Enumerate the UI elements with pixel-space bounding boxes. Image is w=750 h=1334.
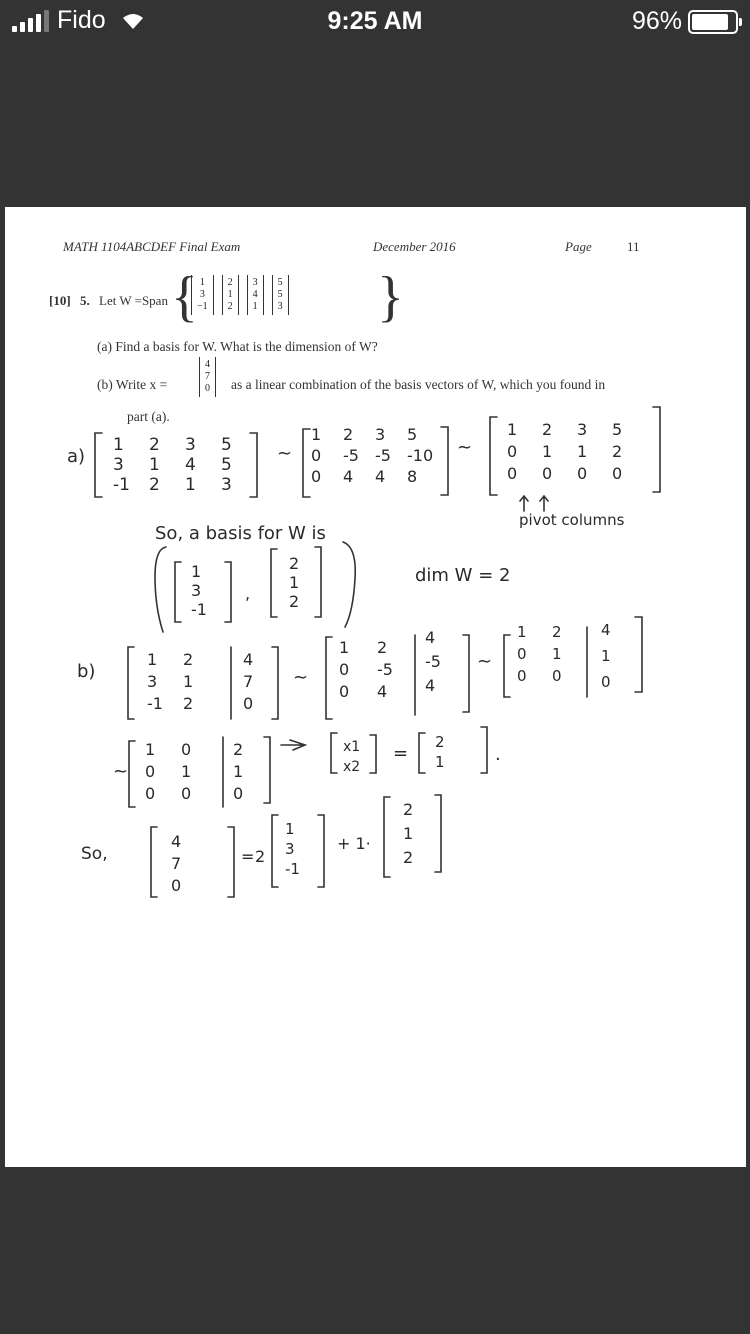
basis-vector-2-entry: 2: [289, 592, 300, 611]
matrix-a1-entry: -1: [113, 475, 130, 495]
course-title: MATH 1104ABCDEF Final Exam: [63, 239, 241, 254]
dimension-statement: dim W = 2: [415, 565, 511, 586]
matrix-a2-entry: 3: [375, 425, 386, 444]
matrix-a1-entry: 5: [221, 435, 232, 455]
augmented-matrix-1-rhs-entry: 7: [243, 672, 254, 691]
question-number: 5.: [80, 293, 90, 308]
final-basis-vector-2-entry: 1: [403, 824, 414, 843]
matrix-a3-entry: 0: [507, 442, 518, 461]
final-basis-vector-1-entry: -1: [285, 860, 300, 878]
span-vector-2: 2 1 2: [222, 275, 239, 315]
augmented-matrix-3-entry: 1: [517, 623, 527, 641]
final-basis-vector-2-entry: 2: [403, 800, 414, 819]
final-basis-vector-1-entry: 3: [285, 840, 295, 858]
matrix-a1-entry: 3: [221, 475, 232, 495]
final-basis-vector-1-entry: 1: [285, 820, 295, 838]
augmented-matrix-1-entry: 2: [183, 694, 194, 713]
matrix-a3-entry: 1: [542, 442, 553, 461]
matrix-a3-entry: 1: [577, 442, 588, 461]
augmented-matrix-3-rhs-entry: 1: [601, 647, 611, 665]
augmented-matrix-4-rhs-entry: 1: [233, 762, 244, 781]
augmented-matrix-4-entry: 0: [145, 762, 156, 781]
augmented-matrix-2-entry: 0: [339, 682, 350, 701]
matrix-a1-entry: 2: [149, 435, 160, 455]
unknowns-vector-entry: x2: [343, 759, 361, 775]
augmented-matrix-4-rhs-entry: 2: [233, 740, 244, 759]
basis-vector-1-entry: 1: [191, 562, 202, 581]
augmented-matrix-2-rhs-entry: 4: [425, 676, 436, 695]
matrix-a1-entry: 1: [149, 455, 160, 475]
augmented-matrix-3-entry: 0: [517, 667, 527, 685]
matrix-a3-entry: 0: [612, 464, 623, 483]
augmented-matrix-3-entry: 0: [552, 667, 562, 685]
augmented-matrix-3-entry: 1: [552, 645, 562, 663]
part-b-tail: part (a).: [127, 409, 170, 424]
solution-vector-entry: 1: [435, 753, 445, 771]
basis-vector-1-entry: -1: [191, 600, 207, 619]
matrix-a3-entry: 1: [507, 420, 518, 439]
part-a-question: (a) Find a basis for W. What is the dimension of W?: [97, 339, 378, 354]
question-marks: [10]: [49, 293, 71, 308]
matrix-a2-entry: 0: [311, 446, 322, 465]
battery-percentage: 96%: [631, 7, 682, 35]
unknowns-vector-entry: x1: [343, 739, 361, 755]
matrix-a1-entry: 2: [149, 475, 160, 495]
x-vector-handwritten-entry: 4: [171, 832, 182, 851]
matrix-a3-entry: 0: [542, 464, 553, 483]
solution-vector-entry: 2: [435, 733, 445, 751]
row-equivalence-tilde: ~: [477, 651, 493, 672]
period: .: [495, 744, 501, 765]
row-equivalence-tilde: ~: [457, 437, 473, 458]
augmented-matrix-2-entry: 4: [377, 682, 388, 701]
basis-vector-1-entry: 3: [191, 581, 202, 600]
augmented-matrix-1-entry: -1: [147, 694, 163, 713]
clock: 9:25 AM: [327, 7, 423, 35]
span-vector-4: 5 5 3: [272, 275, 289, 315]
matrix-a3-entry: 3: [577, 420, 588, 439]
augmented-matrix-4-entry: 0: [181, 784, 192, 803]
matrix-a2-entry: 4: [375, 467, 386, 486]
handwritten-comma: ,: [245, 584, 251, 603]
augmented-matrix-4-entry: 1: [181, 762, 192, 781]
augmented-matrix-1-entry: 1: [147, 650, 158, 669]
exam-page[interactable]: MATH 1104ABCDEF Final Exam December 2016 Page 11 [10] 5. Let W =Span { 1 3 −1 2 1 2 3 4 1 5 5 3 } (a) Find a basis for W. What is the dimension of W? (b) Write x = 4 7 0 as a linear combination of the basis vectors of W, which you found in part (a). a) 1 2 3 5 3 1 4 5 -1 2 1 3 ~ 1 2 3 5 0 -5 -5 -10 0 4 4 8 ~ 1 2 3 5 0 1 1 2 0 0 0 0 pivot columns So, a basis for W is 1 3 -1 2 1 2 , dim W = 2 b) 1 2 3 1 -1 2 4 7 0 ~ 1 2 0 -5 0 4 4 -5 4 ~ 1 2 0 1 0 0 4 1 0 ~ 1 0 0 1 0 0 2 1 0 x1 x2 = 2 1 . So, 4 7 0 = 2 1 3 -1 + 1· 2 1 2: [5, 207, 746, 1167]
augmented-matrix-2-entry: 2: [377, 638, 388, 657]
matrix-a1-entry: 1: [185, 475, 196, 495]
x-vector-handwritten-entry: 0: [171, 876, 182, 895]
row-equivalence-tilde: ~: [113, 761, 129, 782]
part-b-prefix: (b) Write x =: [97, 377, 168, 392]
question-intro: Let W =Span: [99, 293, 168, 308]
matrix-a2-entry: -5: [343, 446, 359, 465]
augmented-matrix-2-entry: 0: [339, 660, 350, 679]
augmented-matrix-3-rhs-entry: 4: [601, 621, 611, 639]
matrix-a2-entry: 0: [311, 467, 322, 486]
matrix-a3-entry: 0: [507, 464, 518, 483]
matrix-a2-entry: -10: [407, 446, 434, 465]
basis-statement: So, a basis for W is: [155, 523, 326, 544]
part-a-label: a): [67, 446, 86, 467]
augmented-matrix-1-rhs-entry: 4: [243, 650, 254, 669]
augmented-matrix-2-rhs-entry: 4: [425, 628, 436, 647]
span-vector-3: 3 4 1: [247, 275, 264, 315]
x-vector-column: 4 7 0: [199, 357, 216, 397]
page-label: Page: [565, 239, 592, 254]
augmented-matrix-4-entry: 0: [145, 784, 156, 803]
carrier-name: Fido: [57, 6, 106, 34]
matrix-a2-entry: 2: [343, 425, 354, 444]
x-vector-handwritten-entry: 7: [171, 854, 182, 873]
augmented-matrix-1-rhs-entry: 0: [243, 694, 254, 713]
augmented-matrix-4-entry: 0: [181, 740, 192, 759]
augmented-matrix-3-entry: 0: [517, 645, 527, 663]
matrix-a3-entry: 5: [612, 420, 623, 439]
coefficient-1: 2: [255, 847, 266, 866]
augmented-matrix-1-entry: 3: [147, 672, 158, 691]
matrix-a2-entry: 4: [343, 467, 354, 486]
augmented-matrix-1-entry: 2: [183, 650, 194, 669]
matrix-a3-entry: 0: [577, 464, 588, 483]
plus-coefficient: + 1·: [337, 834, 371, 853]
matrix-a2-entry: 5: [407, 425, 418, 444]
augmented-matrix-2-rhs-entry: -5: [425, 652, 441, 671]
exam-date: December 2016: [373, 239, 456, 254]
augmented-matrix-3-entry: 2: [552, 623, 562, 641]
matrix-a2-entry: 1: [311, 425, 322, 444]
status-bar: [0, 0, 750, 44]
matrix-a1-entry: 1: [113, 435, 124, 455]
augmented-matrix-2-entry: -5: [377, 660, 393, 679]
battery-icon: [688, 10, 738, 34]
matrix-a2-entry: -5: [375, 446, 391, 465]
equals-sign: =: [393, 743, 409, 764]
pivot-columns-note: pivot columns: [519, 511, 625, 529]
equals-sign: =: [241, 847, 255, 866]
augmented-matrix-2-entry: 1: [339, 638, 350, 657]
page-number: 11: [627, 239, 640, 254]
part-b-suffix: as a linear combination of the basis vectors of W, which you found in: [231, 377, 606, 392]
conclusion-label: So,: [81, 844, 108, 864]
augmented-matrix-1-entry: 1: [183, 672, 194, 691]
matrix-a2-entry: 8: [407, 467, 418, 486]
matrix-a3-entry: 2: [612, 442, 623, 461]
row-equivalence-tilde: ~: [293, 667, 309, 688]
matrix-a1-entry: 3: [185, 435, 196, 455]
matrix-a1-entry: 4: [185, 455, 196, 475]
basis-vector-2-entry: 1: [289, 573, 300, 592]
row-equivalence-tilde: ~: [277, 443, 293, 464]
augmented-matrix-4-entry: 1: [145, 740, 156, 759]
part-b-label: b): [77, 661, 96, 682]
handwritten-solution: [5, 207, 746, 1167]
basis-vector-2-entry: 2: [289, 554, 300, 573]
matrix-a1-entry: 3: [113, 455, 124, 475]
span-vector-1: 1 3 −1: [191, 275, 214, 315]
augmented-matrix-4-rhs-entry: 0: [233, 784, 244, 803]
matrix-a1-entry: 5: [221, 455, 232, 475]
final-basis-vector-2-entry: 2: [403, 848, 414, 867]
matrix-a3-entry: 2: [542, 420, 553, 439]
augmented-matrix-3-rhs-entry: 0: [601, 673, 611, 691]
